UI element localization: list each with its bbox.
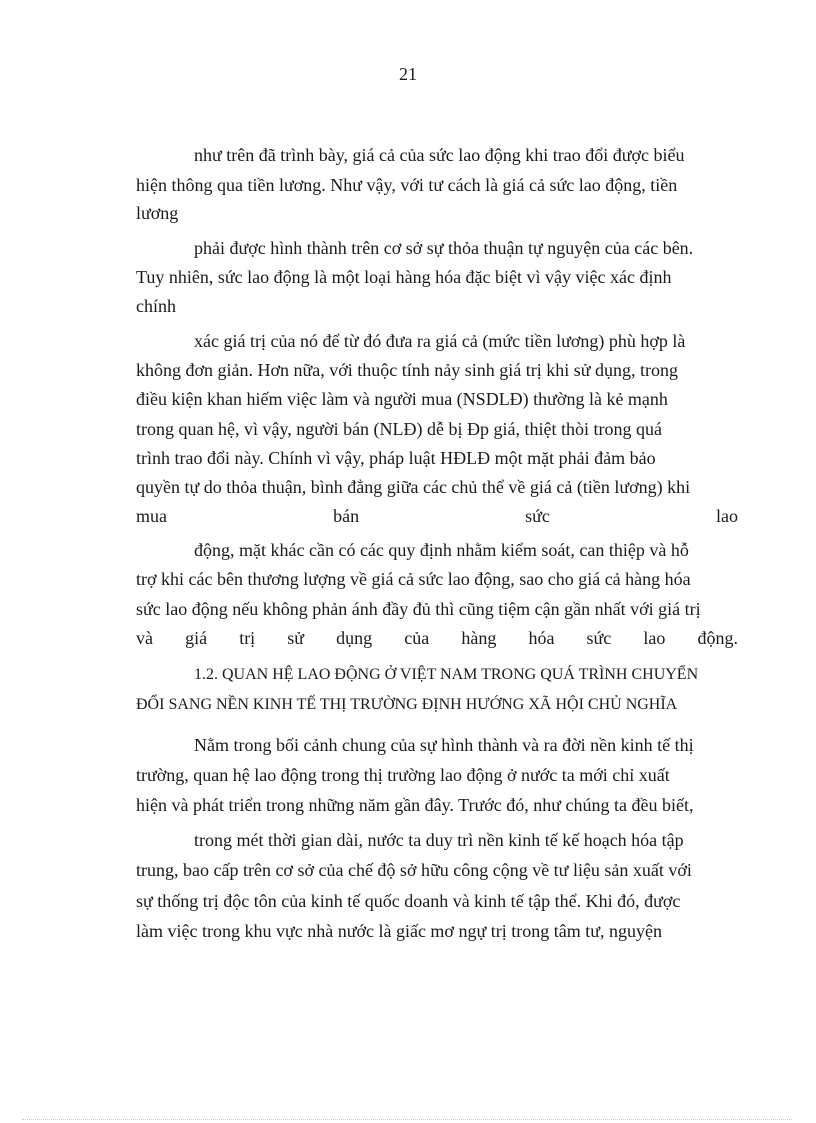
paragraph-line: sự thống trị độc tôn của kinh tế quốc doanh và kinh tế tập thể. Khi đó, được xyxy=(136,891,681,911)
paragraph-line: trường, quan hệ lao động trong thị trường lao động ở nước ta mới chỉ xuất xyxy=(136,765,670,785)
page-bottom-border xyxy=(22,1119,792,1120)
paragraph-line: phải được hình thành trên cơ sở sự thỏa thuận tự nguyện của các bên. xyxy=(194,238,694,258)
paragraph-line: trong mét thời gian dài, nước ta duy trì nền kinh tế kế hoạch hóa tập xyxy=(194,830,684,850)
paragraph-line: lương xyxy=(136,203,179,223)
paragraph-line: quyền tự do thỏa thuận, bình đẳng giữa các chủ thể về giá cả (tiền lương) khi xyxy=(136,477,691,497)
paragraph-line: xác giá trị của nó để từ đó đưa ra giá cả (mức tiền lương) phù hợp là xyxy=(194,331,686,351)
paragraph-line: động, mặt khác cần có các quy định nhằm kiểm soát, can thiệp và hỗ xyxy=(194,540,689,560)
paragraph-line: làm việc trong khu vực nhà nước là giấc mơ ngự trị trong tâm tư, nguyện xyxy=(136,921,662,941)
paragraph-line: trong quan hệ, vì vậy, người bán (NLĐ) dễ bị Ðp giá, thiệt thòi trong quá xyxy=(136,419,662,439)
paragraph-line: Nằm trong bối cảnh chung của sự hình thành và ra đời nền kinh tế thị xyxy=(194,735,694,755)
paragraph-line: điều kiện khan hiếm việc làm và người mua (NSDLĐ) thường là kẻ mạnh xyxy=(136,389,668,409)
paragraph-line: như trên đã trình bày, giá cả của sức lao động khi trao đổi được biểu xyxy=(194,145,685,165)
paragraph-line: hiện và phát triển trong những năm gần đây. Trước đó, như chúng ta đều biết, xyxy=(136,795,694,815)
paragraph-line: không đơn giản. Hơn nữa, với thuộc tính nảy sinh giá trị khi sử dụng, trong xyxy=(136,360,679,380)
paragraph-line: mua bán sức lao xyxy=(136,506,738,526)
paragraph-line: trung, bao cấp trên cơ sở của chế độ sở hữu công cộng về tư liệu sản xuất với xyxy=(136,860,692,880)
paragraph-line: chính xyxy=(136,296,176,316)
paragraph-line: trình trao đổi này. Chính vì vậy, pháp luật HĐLĐ một mặt phải đảm bảo xyxy=(136,448,656,468)
section-heading: ĐỔI SANG NỀN KINH TẾ THỊ TRƯỜNG ĐỊNH HƯỚNG XÃ HỘI CHỦ NGHĨA xyxy=(136,696,678,713)
section-heading: 1.2. QUAN HỆ LAO ĐỘNG Ở VIỆT NAM TRONG QUÁ TRÌNH CHUYỂN xyxy=(194,666,699,683)
paragraph-line: trợ khi các bên thương lượng về giá cả sức lao động, sao cho giá cả hàng hóa xyxy=(136,569,691,589)
paragraph-line: hiện thông qua tiền lương. Như vậy, với tư cách là giá cả sức lao động, tiền xyxy=(136,175,678,195)
paragraph-line: và giá trị sử dụng của hàng hóa sức lao động. xyxy=(136,628,738,648)
paragraph-line: sức lao động nếu không phản ánh đầy đủ thì cũng tiệm cận gần nhất với giá trị xyxy=(136,599,701,619)
page-number: 21 xyxy=(399,64,417,84)
paragraph-line: Tuy nhiên, sức lao động là một loại hàng hóa đặc biệt vì vậy việc xác định xyxy=(136,267,672,287)
